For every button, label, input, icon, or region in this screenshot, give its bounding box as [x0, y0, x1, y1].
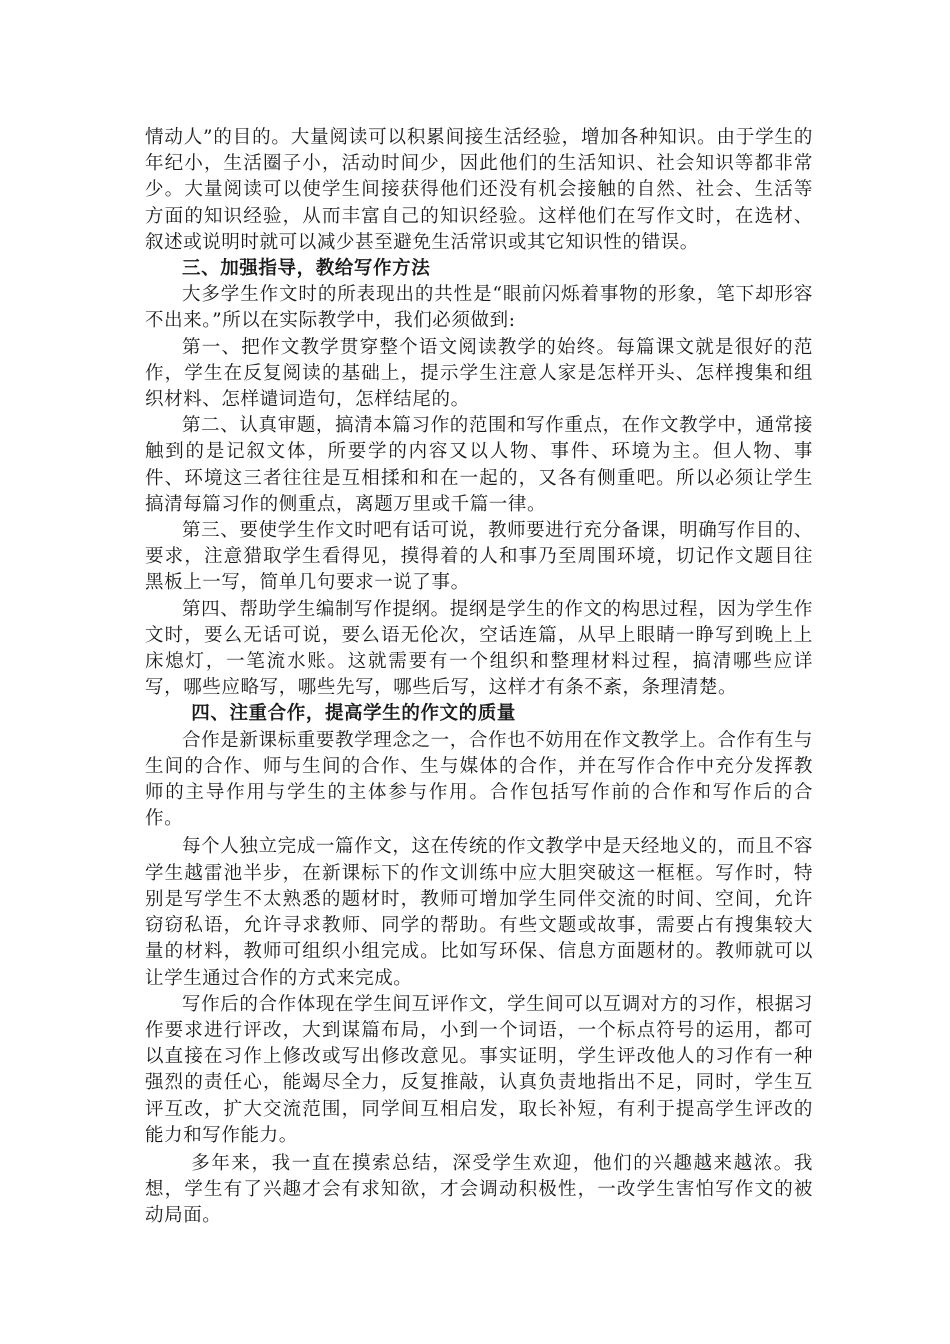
paragraph-point-four: 第四、帮助学生编制写作提纲。提纲是学生的作文的构思过程，因为学生作文时，要么无话可说，要么语无伦次，空话连篇，从早上眼睛一睁写到晚上上床熄灯，一笔流水账。这就需要有一个组织和整理材料过程，搞清哪些应详写，哪些应略写，哪些先写，哪些后写，这样才有条不紊，条理清楚。 [145, 598, 813, 699]
paragraph-point-one: 第一、把作文教学贯穿整个语文阅读教学的始终。每篇课文就是很好的范作，学生在反复阅读的基础上，提示学生注意人家是怎样开头、怎样搜集和组织材料、怎样谴词造句，怎样结尾的。 [145, 336, 813, 411]
document-page [145, 125, 813, 1230]
paragraph-cooperation-after: 写作后的合作体现在学生间互评作文，学生间可以互调对方的习作，根据习作要求进行评改，大到谋篇布局，小到一个词语，一个标点符号的运用，都可以直接在习作上修改或写出修改意见。事实证明，学生评改他人的习作有一种强烈的责任心，能竭尽全力，反复推敲，认真负责地指出不足，同时，学生互评互改，扩大交流范围，同学间互相启发，取长补短，有利于提高学生评改的能力和写作能力。 [145, 993, 813, 1146]
paragraph-point-two: 第二、认真审题，搞清本篇习作的范围和写作重点，在作文教学中，通常接触到的是记叙文体，所要学的内容又以人物、事件、环境为主。但人物、事件、环境这三者往往是互相揉和和在一起的，又各有侧重吧。所以必须让学生搞清每篇习作的侧重点，离题万里或千篇一律。 [145, 415, 813, 515]
paragraph-reading-benefits: 情动人”的目的。大量阅读可以积累间接生活经验，增加各种知识。由于学生的年纪小，生活圈子小，活动时间少，因此他们的生活知识、社会知识等都非常少。大量阅读可以使学生间接获得他们还没有机会接触的自然、社会、生活等方面的知识经验，从而丰富自己的知识经验。这样他们在写作文时，在选材、叙述或说明时就可以减少甚至避免生活常识或其它知识性的错误。 [145, 127, 813, 253]
paragraph-cooperation-before: 每个人独立完成一篇作文，这在传统的作文教学中是天经地义的，而且不容学生越雷池半步，在新课标下的作文训练中应大胆突破这一框框。写作时，特别是写学生不太熟悉的题材时，教师可增加学生同伴交流的时间、空间，允许窃窃私语，允许寻求教师、同学的帮助。有些文题或故事，需要占有搜集较大量的材料，教师可组织小组完成。比如写环保、信息方面题材的。教师就可以让学生通过合作的方式来完成。 [145, 836, 813, 989]
section-heading-4: 四、注重合作，提高学生的作文的质量 [191, 703, 516, 725]
paragraph-conclusion: 多年来，我一直在摸索总结，深受学生欢迎，他们的兴趣越来越浓。我想，学生有了兴趣才会有求知欲，才会调动积极性，一改学生害怕写作文的被动局面。 [145, 1152, 813, 1227]
paragraph-cooperation-intro: 合作是新课标重要教学理念之一，合作也不妨用在作文教学上。合作有生与生间的合作、师与生间的合作、生与媒体的合作，并在写作合作中充分发挥教师的主导作用与学生的主体参与作用。合作包括写作前的合作和写作后的合作。 [145, 729, 813, 830]
paragraph-point-three: 第三、要使学生作文时吧有话可说，教师要进行充分备课，明确写作目的、要求，注意猎取学生看得见，摸得着的人和事乃至周围环境，切记作文题目往黑板上一写，简单几句要求一说了事。 [145, 520, 813, 594]
paragraph-intro-guidance: 大多学生作文时的所表现出的共性是“眼前闪烁着事物的形象，笔下却形容不出来。”所以在实际教学中，我们必须做到: [145, 284, 813, 332]
section-heading-3: 三、加强指导，教给写作方法 [182, 258, 431, 280]
